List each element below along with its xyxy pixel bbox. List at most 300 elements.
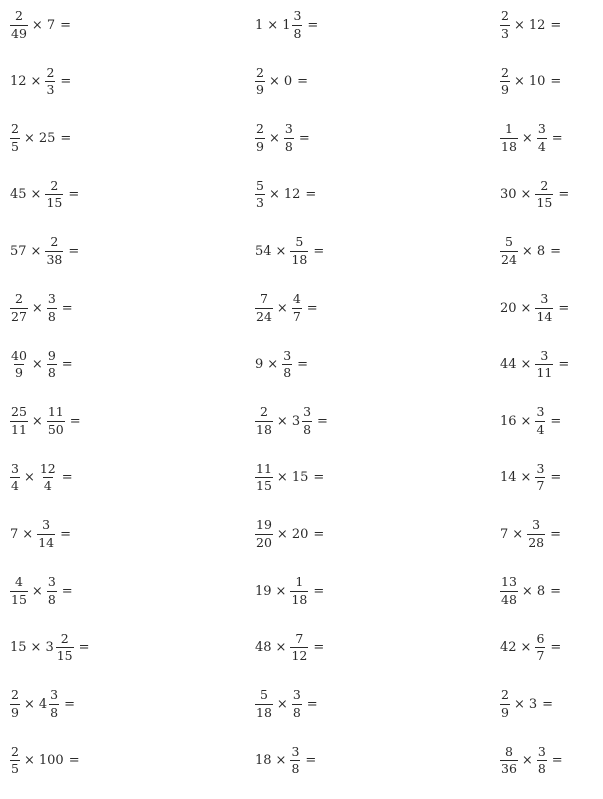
fraction-numerator: 1 [295, 574, 304, 589]
equals-sign: = [64, 696, 75, 712]
times-sign: × [276, 413, 288, 429]
fraction-numerator: 11 [256, 460, 272, 476]
fraction [45, 64, 55, 98]
times-sign: × [23, 696, 35, 712]
problem-1-4 [9, 179, 82, 211]
fraction-numerator: 3 [291, 743, 300, 759]
fraction-denominator: 48 [501, 591, 517, 607]
fraction-numerator: 2 [256, 64, 264, 80]
number: 57 [10, 243, 27, 259]
problem-1-14 [9, 745, 83, 777]
times-sign: × [268, 187, 280, 203]
fraction-denominator: 4 [536, 421, 545, 437]
fraction-numerator: 5 [259, 687, 268, 703]
fraction-denominator: 8 [292, 704, 301, 720]
fraction-denominator: 4 [537, 138, 546, 154]
fraction-numerator: 2 [501, 687, 509, 703]
equals-sign: = [550, 470, 562, 486]
times-sign: × [521, 583, 533, 599]
equals-sign: = [306, 696, 318, 712]
fraction-denominator: 36 [501, 761, 517, 777]
fraction-denominator: 15 [256, 478, 272, 494]
fraction-numerator: 2 [14, 8, 23, 23]
mixed-number-whole: 3 [291, 413, 301, 429]
fraction-numerator: 3 [532, 517, 541, 533]
equals-sign: = [551, 753, 563, 769]
equals-sign: = [307, 17, 319, 33]
times-sign: × [275, 753, 287, 769]
fraction-denominator: 8 [47, 308, 56, 324]
number: 42 [500, 640, 517, 656]
fraction-numerator: 2 [259, 404, 268, 420]
fraction [10, 123, 20, 153]
times-sign: × [520, 357, 532, 373]
fraction [290, 236, 308, 266]
fraction-denominator: 18 [291, 591, 308, 607]
fraction-denominator: 28 [528, 534, 545, 550]
number: 8 [536, 583, 546, 599]
fraction-denominator: 24 [501, 251, 517, 267]
equals-sign: = [60, 130, 72, 146]
fraction-denominator: 20 [256, 534, 272, 550]
fraction [535, 460, 545, 494]
fraction-numerator: 3 [284, 121, 293, 137]
fraction-denominator: 5 [11, 138, 19, 154]
equals-sign: = [550, 243, 561, 259]
problem-3-3 [499, 122, 566, 154]
problem-2-10 [254, 518, 327, 550]
number: 44 [500, 357, 517, 373]
fraction-numerator: 3 [50, 687, 59, 703]
fraction [500, 743, 518, 777]
problem-2-8 [254, 405, 331, 437]
fraction-numerator: 25 [11, 404, 27, 420]
fraction [255, 177, 265, 211]
fraction-denominator: 4 [11, 478, 19, 494]
fraction-numerator: 3 [540, 347, 549, 363]
fraction-denominator: 5 [11, 761, 19, 777]
times-sign: × [30, 74, 42, 90]
times-sign: × [267, 17, 279, 33]
fraction [10, 743, 20, 777]
equals-sign: = [550, 74, 562, 90]
equals-sign: = [550, 413, 562, 429]
equals-sign: = [313, 526, 325, 542]
fraction-numerator: 2 [501, 64, 509, 80]
equals-sign: = [61, 300, 73, 316]
fraction [535, 630, 545, 664]
fraction [10, 10, 28, 40]
number: 20 [500, 300, 517, 316]
fraction-numerator: 13 [501, 574, 517, 589]
problem-3-11 [499, 575, 564, 607]
problem-2-3 [254, 122, 313, 154]
fraction [47, 347, 57, 381]
equals-sign: = [550, 17, 562, 33]
fraction [45, 236, 63, 266]
times-sign: × [276, 696, 288, 712]
fraction-numerator: 8 [504, 743, 513, 759]
times-sign: × [513, 74, 525, 90]
fraction-denominator: 12 [291, 648, 308, 664]
fraction-numerator: 7 [295, 630, 304, 646]
fraction [284, 123, 294, 153]
problem-3-5 [499, 235, 564, 267]
fraction [500, 576, 518, 606]
times-sign: × [521, 753, 533, 769]
equals-sign: = [550, 583, 561, 599]
times-sign: × [275, 243, 287, 259]
equals-sign: = [558, 187, 570, 203]
fraction-numerator: 4 [292, 291, 301, 306]
fraction [10, 406, 28, 436]
fraction-numerator: 9 [47, 347, 56, 363]
fraction-numerator: 3 [283, 347, 292, 363]
fraction [56, 630, 74, 664]
fraction [47, 406, 65, 436]
fraction-numerator: 3 [537, 121, 546, 137]
fraction-denominator: 8 [283, 365, 292, 381]
fraction-numerator: 2 [501, 8, 509, 23]
fraction-denominator: 9 [501, 704, 509, 720]
fraction [255, 293, 273, 323]
equals-sign: = [61, 357, 73, 373]
times-sign: × [276, 470, 288, 486]
equals-sign: = [313, 640, 325, 656]
fraction-denominator: 24 [256, 308, 272, 324]
fraction-denominator: 8 [537, 761, 546, 777]
equals-sign: = [558, 357, 570, 373]
fraction-numerator: 2 [256, 121, 264, 137]
fraction-denominator: 9 [256, 138, 264, 154]
fraction [39, 460, 57, 494]
times-sign: × [521, 243, 533, 259]
fraction [535, 293, 553, 323]
times-sign: × [31, 300, 43, 316]
problem-2-9 [254, 462, 327, 494]
fraction [255, 406, 273, 436]
problem-1-7 [9, 349, 76, 381]
fraction-denominator: 49 [11, 25, 27, 41]
fraction-denominator: 3 [501, 25, 509, 41]
fraction-denominator: 11 [536, 365, 553, 381]
fraction-numerator: 3 [293, 8, 302, 23]
times-sign: × [31, 357, 43, 373]
fraction-numerator: 3 [537, 743, 546, 759]
number: 15 [10, 640, 27, 656]
fraction [49, 689, 59, 719]
equals-sign: = [60, 74, 72, 90]
fraction-numerator: 40 [11, 347, 27, 363]
fraction-denominator: 8 [50, 704, 59, 720]
fraction-denominator: 4 [43, 478, 52, 494]
fraction-denominator: 27 [11, 308, 27, 324]
fraction [255, 123, 265, 153]
times-sign: × [513, 696, 525, 712]
fraction [292, 10, 302, 40]
fraction [500, 123, 518, 153]
fraction [535, 177, 553, 211]
number: 18 [255, 753, 272, 769]
fraction [535, 347, 553, 381]
fraction-denominator: 7 [536, 478, 545, 494]
equals-sign: = [558, 300, 570, 316]
fraction-numerator: 5 [295, 234, 304, 250]
problem-1-1 [9, 9, 74, 41]
fraction-denominator: 9 [14, 365, 23, 381]
times-sign: × [520, 300, 532, 316]
number: 9 [255, 357, 264, 373]
times-sign: × [513, 17, 525, 33]
fraction [537, 743, 547, 777]
fraction [500, 236, 518, 266]
fraction [37, 519, 55, 549]
fraction-numerator: 2 [46, 64, 55, 80]
problem-2-1 [254, 9, 321, 41]
problem-1-12 [9, 632, 93, 664]
fraction [255, 64, 265, 98]
fraction [10, 460, 20, 494]
problem-2-2 [254, 66, 311, 98]
fraction-denominator: 8 [47, 591, 56, 607]
fraction [292, 293, 302, 323]
equals-sign: = [69, 413, 81, 429]
equals-sign: = [313, 243, 325, 259]
equals-sign: = [305, 187, 317, 203]
fraction-denominator: 9 [501, 82, 509, 98]
fraction-denominator: 8 [291, 761, 300, 777]
problem-3-4 [499, 179, 572, 211]
problem-2-13 [254, 688, 321, 720]
fraction-denominator: 15 [536, 195, 553, 211]
equals-sign: = [61, 583, 73, 599]
fraction-denominator: 18 [256, 704, 272, 720]
fraction-numerator: 3 [47, 291, 56, 306]
problem-2-14 [254, 745, 319, 777]
equals-sign: = [306, 300, 318, 316]
fraction-denominator: 18 [501, 138, 517, 154]
fraction-denominator: 15 [56, 648, 73, 664]
fraction-numerator: 2 [14, 291, 23, 306]
number: 54 [255, 243, 272, 259]
number: 12 [10, 74, 27, 90]
fraction [10, 347, 28, 381]
fraction-numerator: 5 [256, 177, 264, 193]
problem-3-9 [499, 462, 564, 494]
problem-2-11 [254, 575, 327, 607]
number: 14 [500, 470, 517, 486]
fraction-numerator: 2 [11, 687, 19, 703]
number: 1 [255, 17, 264, 33]
fraction [47, 576, 57, 606]
problem-1-13 [9, 688, 78, 720]
fraction-numerator: 2 [60, 630, 69, 646]
fraction-numerator: 3 [540, 291, 549, 306]
fraction-numerator: 4 [14, 574, 23, 589]
problem-1-11 [9, 575, 76, 607]
fraction-numerator: 5 [504, 234, 513, 250]
number: 48 [255, 640, 272, 656]
fraction [290, 630, 308, 664]
fraction-denominator: 7 [292, 308, 301, 324]
fraction-denominator: 9 [11, 704, 19, 720]
equals-sign: = [61, 470, 73, 486]
fraction [10, 576, 28, 606]
problem-1-6 [9, 292, 76, 324]
fraction-denominator: 18 [291, 251, 308, 267]
problem-2-12 [254, 632, 327, 664]
problem-3-13 [499, 688, 556, 720]
fraction-numerator: 2 [540, 177, 549, 193]
fraction-numerator: 3 [42, 517, 51, 533]
times-sign: × [520, 470, 532, 486]
times-sign: × [520, 187, 532, 203]
fraction-denominator: 14 [536, 308, 553, 324]
fraction-denominator: 11 [11, 421, 27, 437]
number: 7 [46, 17, 56, 33]
fraction [255, 460, 273, 494]
fraction-numerator: 2 [11, 743, 19, 759]
number: 8 [536, 243, 546, 259]
fraction-numerator: 7 [259, 291, 268, 306]
number: 20 [291, 526, 309, 542]
number: 19 [255, 583, 272, 599]
fraction-numerator: 11 [47, 404, 64, 420]
fraction-denominator: 3 [46, 82, 55, 98]
fraction-numerator: 3 [11, 460, 19, 476]
equals-sign: = [60, 17, 71, 33]
equals-sign: = [317, 413, 328, 429]
problem-3-6 [499, 292, 572, 324]
times-sign: × [31, 413, 43, 429]
fraction [537, 123, 547, 153]
problem-3-14 [499, 745, 566, 777]
fraction-denominator: 7 [536, 648, 545, 664]
number: 15 [291, 470, 309, 486]
fraction [292, 689, 302, 719]
equals-sign: = [542, 696, 554, 712]
times-sign: × [521, 130, 533, 146]
fraction [527, 519, 545, 549]
equals-sign: = [298, 130, 310, 146]
fraction-denominator: 8 [293, 25, 302, 41]
fraction-denominator: 18 [256, 421, 272, 437]
fraction-numerator: 2 [50, 234, 59, 250]
times-sign: × [267, 357, 279, 373]
times-sign: × [268, 74, 280, 90]
fraction-numerator: 3 [536, 404, 545, 420]
times-sign: × [22, 526, 34, 542]
fraction [45, 177, 63, 211]
number: 30 [500, 187, 517, 203]
fraction [10, 689, 20, 719]
fraction-numerator: 2 [50, 177, 59, 193]
fraction-numerator: 3 [303, 404, 312, 420]
problem-2-5 [254, 235, 327, 267]
equals-sign: = [68, 243, 80, 259]
times-sign: × [30, 243, 42, 259]
times-sign: × [31, 583, 43, 599]
mixed-number-whole: 1 [282, 17, 291, 33]
number: 25 [38, 130, 56, 146]
times-sign: × [23, 470, 35, 486]
fraction-denominator: 8 [303, 421, 312, 437]
times-sign: × [520, 413, 532, 429]
problem-2-4 [254, 179, 319, 211]
fraction-denominator: 15 [46, 195, 63, 211]
equals-sign: = [313, 583, 325, 599]
problem-1-5 [9, 235, 82, 267]
fraction [47, 293, 57, 323]
problem-2-7 [254, 349, 311, 381]
fraction-denominator: 50 [47, 421, 64, 437]
fraction [290, 743, 300, 777]
fraction [535, 406, 545, 436]
fraction-numerator: 3 [47, 574, 56, 589]
fraction [282, 347, 292, 381]
problem-1-2 [9, 66, 74, 98]
mixed-number-whole: 3 [45, 640, 54, 656]
times-sign: × [275, 640, 287, 656]
fraction-numerator: 3 [536, 460, 545, 476]
problem-1-10 [9, 518, 74, 550]
fraction-numerator: 19 [256, 517, 272, 533]
fraction [290, 576, 308, 606]
fraction [255, 519, 273, 549]
fraction-numerator: 3 [292, 687, 301, 703]
number: 12 [528, 17, 546, 33]
equals-sign: = [78, 640, 90, 656]
problem-3-2 [499, 66, 564, 98]
fraction-numerator: 12 [39, 460, 56, 476]
fraction-denominator: 38 [46, 251, 63, 267]
fraction-numerator: 6 [536, 630, 545, 646]
times-sign: × [512, 526, 524, 542]
times-sign: × [23, 130, 35, 146]
equals-sign: = [550, 526, 561, 542]
fraction [500, 689, 510, 719]
fraction [500, 64, 510, 98]
times-sign: × [30, 187, 42, 203]
problem-3-12 [499, 632, 564, 664]
fraction [255, 689, 273, 719]
fraction [500, 10, 510, 40]
equals-sign: = [68, 753, 80, 769]
equals-sign: = [313, 470, 325, 486]
fraction-denominator: 8 [47, 365, 56, 381]
fraction [302, 406, 312, 436]
times-sign: × [23, 753, 35, 769]
problem-3-8 [499, 405, 564, 437]
number: 12 [283, 187, 301, 203]
fraction-numerator: 2 [11, 121, 19, 137]
equals-sign: = [68, 187, 80, 203]
fraction-denominator: 3 [256, 195, 264, 211]
equals-sign: = [550, 640, 562, 656]
fraction-numerator: 1 [504, 121, 513, 137]
problem-2-6 [254, 292, 321, 324]
times-sign: × [276, 526, 288, 542]
number: 10 [528, 74, 546, 90]
problem-3-10 [499, 518, 564, 550]
number: 7 [500, 526, 509, 542]
problem-3-7 [499, 349, 572, 381]
times-sign: × [31, 17, 43, 33]
fraction-denominator: 9 [256, 82, 264, 98]
fraction-denominator: 15 [11, 591, 27, 607]
fraction-denominator: 14 [38, 534, 55, 550]
problem-1-8 [9, 405, 84, 437]
